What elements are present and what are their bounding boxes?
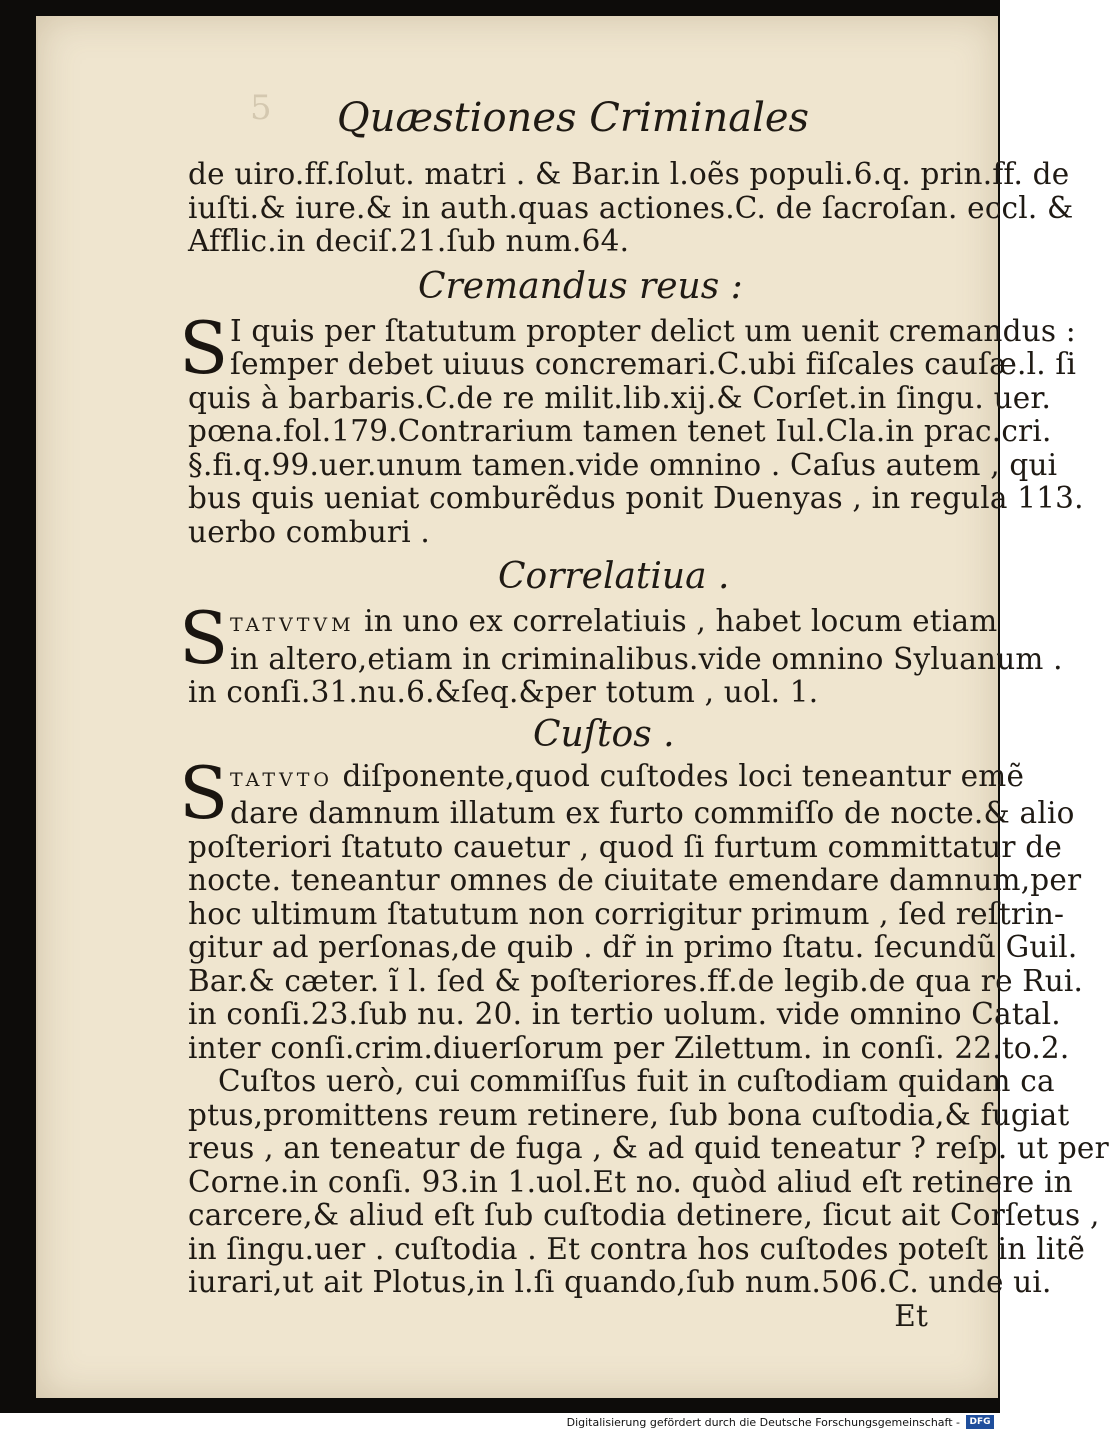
drop-cap: S: [179, 750, 229, 835]
text-line: poſteriori ſtatuto cauetur , quod ſi furtum committatur de: [188, 829, 1063, 864]
text-line: Corne.in conſi. 93.in 1.uol.Et no. quòd aliud eſt retinere in: [188, 1164, 1073, 1199]
small-caps-word: TATVTVM: [230, 614, 355, 636]
section-heading-cremandus: Cremandus reus :: [418, 265, 743, 307]
paragraph-custos: [179, 750, 1084, 1066]
running-head: Quæstiones Criminales: [336, 95, 810, 141]
section-heading-correlatiua: Correlatiua .: [498, 556, 730, 597]
text-line: nocte. teneantur omnes de ciuitate emendare damnum,per: [188, 863, 1082, 897]
text-line: ſemper debet uiuus concremari.C.ubi fiſcales cauſæ.l. ſi: [230, 347, 1077, 381]
text-line: dare damnum illatum ex furto commiſſo de nocte.& alio: [230, 796, 1075, 830]
text-block: [179, 78, 1109, 1333]
text-line: Bar.& cæter. ĩ l. ſed & poſteriores.ff.de legib.de qua re Rui.: [188, 963, 1084, 998]
intro-paragraph: [188, 157, 1074, 259]
text-line: iurari,ut ait Plotus,in l.ſi quando,ſub num.506.C. unde ui.: [188, 1265, 1052, 1299]
text-line: bus quis ueniat comburẽdus ponit Duenyas , in regula 113.: [188, 481, 1084, 515]
text-line: [188, 758, 1025, 798]
text-line: quis à barbaris.C.de re milit.lib.xij.& Corſet.in ſingu. uer.: [188, 380, 1052, 415]
text-line: in conſi.31.nu.6.&ſeq.&per totum , uol. 1.: [188, 675, 819, 709]
text-line: uerbo comburi .: [188, 514, 431, 549]
dfg-logo: DFG: [966, 1415, 994, 1429]
text-line: gitur ad perſonas,de quib . dr̃ in primo ſtatu. ſecundũ Guil.: [188, 930, 1078, 964]
text-line: in ſingu.uer . cuſtodia . Et contra hos cuſtodes poteſt in litẽ: [188, 1231, 1086, 1266]
line-rest: in uno ex correlatiuis , habet locum etiam: [354, 604, 998, 638]
text-line: in altero,etiam in criminalibus.vide omnino Syluanum .: [230, 641, 1063, 676]
text-line: reus , an teneatur de fuga , & ad quid teneatur ? reſp. ut per: [188, 1131, 1109, 1165]
drop-cap: S: [179, 596, 229, 680]
folio-ghost: 5: [250, 88, 274, 128]
small-caps-word: TATVTO: [230, 768, 333, 791]
book-page: [36, 16, 1109, 1398]
drop-cap: S: [179, 305, 229, 390]
line-rest: diſponente,quod cuſtodes loci teneantur emẽ: [332, 758, 1025, 793]
paragraph-correlatiua: [179, 596, 1063, 710]
section-heading-custos: Cuſtos .: [533, 713, 675, 755]
catchword: Et: [894, 1298, 928, 1333]
paragraph-cremandus: [179, 305, 1084, 550]
text-line: de uiro.ff.ſolut. matri . & Bar.in l.oẽs populi.6.q. prin.ff. de: [188, 157, 1070, 191]
text-line: ptus,promittens reum retinere, ſub bona cuſtodia,& fugiat: [188, 1097, 1070, 1132]
text-line: pœna.fol.179.Contrarium tamen tenet Iul.Cla.in prac.cri.: [188, 414, 1052, 448]
text-line: §.fi.q.99.uer.unum tamen.vide omnino . Caſus autem , qui: [188, 447, 1058, 482]
text-line: carcere,& aliud eſt ſub cuſtodia detinere, ſicut ait Corſetus ,: [188, 1198, 1100, 1232]
text-line: in conſi.23.ſub nu. 20. in tertio uolum. vide omnino Catal.: [188, 997, 1061, 1031]
text-line: Afflic.in deciſ.21.ſub num.64.: [188, 224, 630, 258]
text-line: iuſti.& iure.& in auth.quas actiones.C. de ſacroſan. eccl. &: [188, 190, 1074, 225]
text-line: hoc ultimum ſtatutum non corrigitur primum , ſed reſtrin-: [188, 896, 1065, 931]
paragraph-custos-2: [188, 1064, 1109, 1333]
text-line: inter conſi.crim.diuerſorum per Zilettum. in conſi. 22.to.2.: [188, 1030, 1070, 1065]
text-line: [188, 604, 998, 643]
footer-bar: [0, 1413, 1000, 1432]
funding-credit: Digitalisierung gefördert durch die Deutsche Forschungsgemeinschaft -: [566, 1416, 960, 1429]
text-line: I quis per ſtatutum propter delict um uenit cremandus :: [230, 313, 1076, 348]
text-line: Cuſtos uerò, cui commiſſus fuit in cuſtodiam quidam ca: [218, 1064, 1055, 1098]
